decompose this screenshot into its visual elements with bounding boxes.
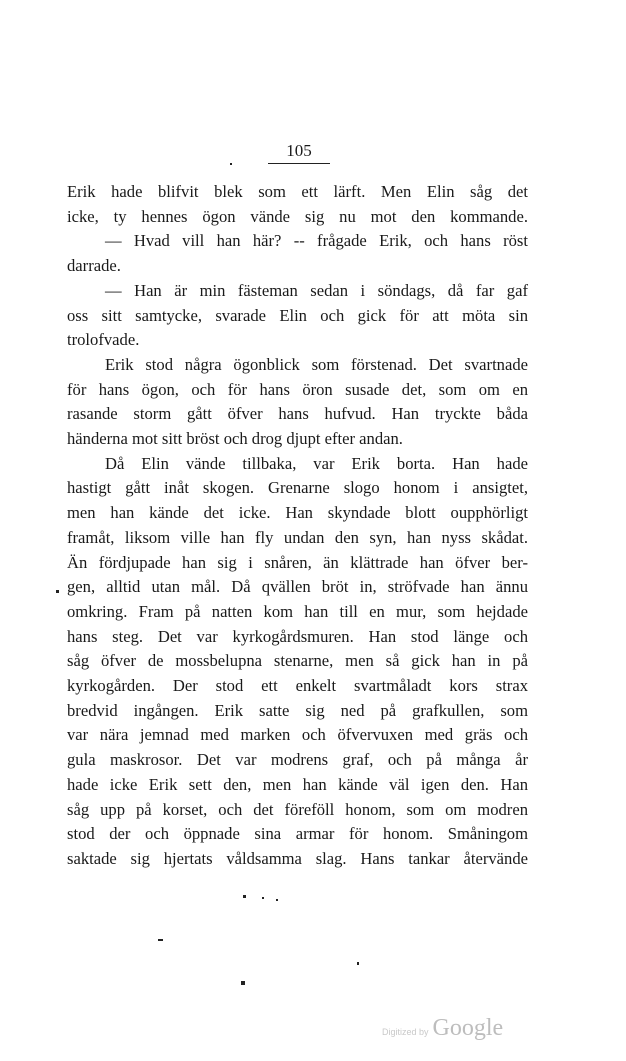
text-line: såg öfver de mossbelupna stenarne, men så gick han in på xyxy=(67,651,528,671)
text-line: hade icke Erik sett den, men han kände väl igen den. Han xyxy=(67,774,528,794)
text-line: rasande storm gått öfver hans hufvud. Han tryckte båda xyxy=(67,404,528,424)
text-line: kyrkogården. Der stod ett enkelt svartmåladt kors strax xyxy=(67,676,528,696)
page-number: 105 xyxy=(268,141,330,164)
speck xyxy=(241,981,245,985)
text-line: Erik stod några ögonblick som förstenad. Det svartnade xyxy=(105,354,528,374)
speck xyxy=(243,895,246,898)
text-line: händerna mot sitt bröst och drog djupt efter andan. xyxy=(67,429,403,449)
text-line: Än fördjupade han sig i snåren, än klättrade han öfver ber- xyxy=(67,552,528,572)
text-line: omkring. Fram på natten kom han till en mur, som hejdade xyxy=(67,601,528,621)
speck xyxy=(357,962,359,965)
text-line: bredvid ingången. Erik satte sig ned på grafkullen, som xyxy=(67,700,528,720)
text-line: — Han är min fästeman sedan i söndags, då far gaf xyxy=(105,280,528,300)
text-line: stod der och öppnade sina armar för honom. Småningom xyxy=(67,824,528,844)
text-line: gen, alltid utan mål. Då qvällen bröt in, ströfvade han ännu xyxy=(67,577,528,597)
text-line: icke, ty hennes ögon vände sig nu mot den kommande. xyxy=(67,206,528,226)
text-line: framåt, liksom ville han fly undan den syn, han nyss skådat. xyxy=(67,527,528,547)
text-line: för hans ögon, och för hans öron susade det, som om en xyxy=(67,379,528,399)
text-line: men han kände det icke. Han skyndade blott oupphörligt xyxy=(67,503,528,523)
google-watermark xyxy=(382,1015,527,1045)
text-line: gula maskrosor. Det var modrens graf, och på många år xyxy=(67,750,528,770)
text-line: Erik hade blifvit blek som ett lärft. Men Elin såg det xyxy=(67,182,528,201)
speck xyxy=(276,899,278,901)
speck xyxy=(262,897,264,899)
digitized-by-label: Digitized by xyxy=(382,1027,429,1037)
google-logo: Google xyxy=(432,1015,504,1041)
text-line: såg upp på korset, och det föreföll honom, som om modren xyxy=(67,799,528,819)
text-line: hans steg. Det var kyrkogårdsmuren. Han stod länge och xyxy=(67,626,528,646)
speck xyxy=(56,590,59,593)
text-line: var nära jemnad med marken och öfvervuxen med gräs och xyxy=(67,725,528,745)
text-line: saktade sig hjertats våldsamma slag. Hans tankar återvände xyxy=(67,848,528,868)
text-line: oss sitt samtycke, svarade Elin och gick för att möta sin xyxy=(67,305,528,325)
speck xyxy=(230,163,232,165)
body-text xyxy=(67,180,528,872)
text-line: trolofvade. xyxy=(67,330,140,350)
text-line: darrade. xyxy=(67,256,121,276)
text-line: hastigt gått inåt skogen. Grenarne slogo honom i ansigtet, xyxy=(67,478,528,498)
text-line: — Hvad vill han här? -- frågade Erik, och hans röst xyxy=(105,231,528,251)
speck xyxy=(158,939,163,941)
text-line: Då Elin vände tillbaka, var Erik borta. Han hade xyxy=(105,453,528,473)
